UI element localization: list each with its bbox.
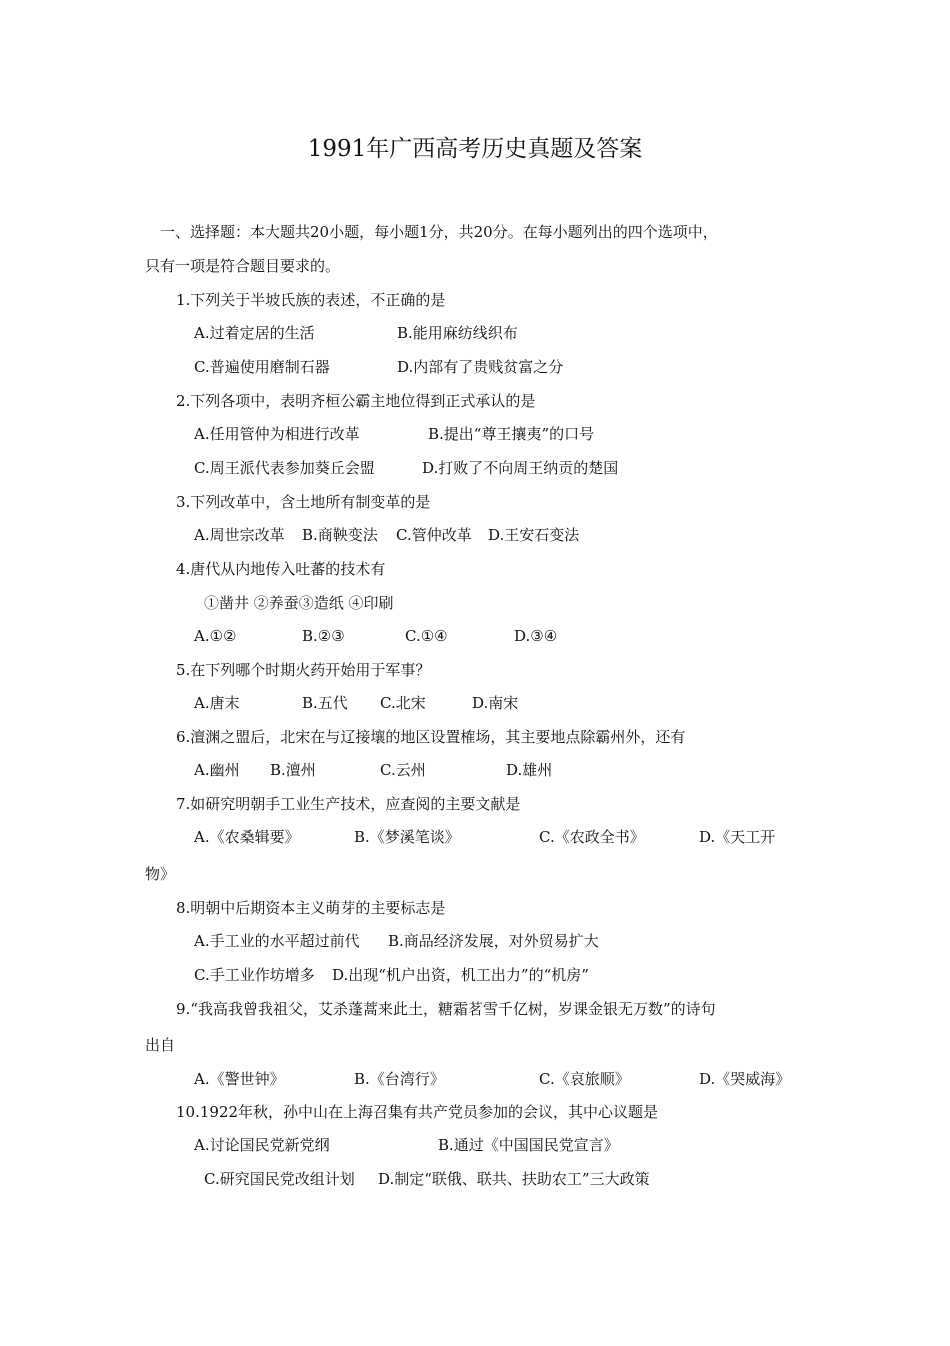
- option: C.周王派代表参加葵丘会盟: [194, 459, 375, 477]
- option: B.《梦溪笔谈》: [354, 828, 460, 846]
- option: A.《警世钟》: [194, 1070, 285, 1088]
- question-items: ①凿井 ②养蚕③造纸 ④印刷: [204, 594, 394, 612]
- option: D.南宋: [472, 694, 519, 712]
- option: B.②③: [302, 627, 345, 645]
- page-title: 1991年广西高考历史真题及答案: [307, 136, 643, 162]
- question-stem: 2.下列各项中，表明齐桓公霸主地位得到正式承认的是: [176, 392, 536, 410]
- option: A.唐末: [194, 694, 240, 712]
- option: B.商品经济发展，对外贸易扩大: [388, 932, 599, 950]
- question-stem: 10.1922年秋，孙中山在上海召集有共产党员参加的会议，其中心议题是: [176, 1103, 659, 1121]
- question-stem: 4.唐代从内地传入吐蕃的技术有: [176, 560, 386, 578]
- option: C.北宋: [380, 694, 426, 712]
- option: B.《台湾行》: [354, 1070, 445, 1088]
- option: D.打败了不向周王纳贡的楚国: [422, 459, 619, 477]
- option: D.内部有了贵贱贫富之分: [397, 358, 564, 376]
- option: A.过着定居的生活: [194, 324, 315, 342]
- section-heading-cont: 只有一项是符合题目要求的。: [145, 257, 341, 275]
- question-stem-cont: 出自: [145, 1036, 176, 1054]
- option: A.周世宗改革: [194, 526, 285, 544]
- option: D.《哭威海》: [699, 1070, 791, 1088]
- option: C.研究国民党改组计划: [204, 1170, 355, 1188]
- option: D.制定“联俄、联共、扶助农工”三大政策: [378, 1170, 650, 1188]
- option: A.任用管仲为相进行改革: [194, 425, 360, 443]
- option: C.普遍使用磨制石器: [194, 358, 330, 376]
- option: C.手工业作坊增多: [194, 966, 315, 984]
- option: C.《农政全书》: [539, 828, 645, 846]
- option: D.雄州: [506, 761, 553, 779]
- option: C.《哀旅顺》: [539, 1070, 630, 1088]
- option: C.云州: [380, 761, 426, 779]
- option: D.王安石变法: [488, 526, 580, 544]
- question-stem: 9.“我高我曾我祖父，艾杀蓬蒿来此土，糖霜茗雪千亿树，岁课金银无万数”的诗句: [176, 1000, 716, 1018]
- option: A.幽州: [194, 761, 240, 779]
- question-stem: 8.明朝中后期资本主义萌芽的主要标志是: [176, 899, 446, 917]
- option: B.能用麻纺线织布: [397, 324, 518, 342]
- option: B.商鞅变法: [302, 526, 378, 544]
- option: A.讨论国民党新党纲: [194, 1136, 330, 1154]
- question-stem: 1.下列关于半坡氏族的表述，不正确的是: [176, 291, 446, 309]
- option: A.《农桑辑要》: [194, 828, 300, 846]
- option-cont: 物》: [145, 865, 176, 883]
- question-stem: 5.在下列哪个时期火药开始用于军事？: [176, 661, 431, 679]
- option: C.①④: [405, 627, 448, 645]
- question-stem: 3.下列改革中，含土地所有制变革的是: [176, 493, 431, 511]
- section-heading: 一、选择题：本大题共20小题，每小题1分，共20分。在每小题列出的四个选项中，: [160, 223, 718, 241]
- option: A.手工业的水平超过前代: [194, 932, 360, 950]
- option: D.出现“机户出资，机工出力”的“机房”: [332, 966, 589, 984]
- question-stem: 7.如研究明朝手工业生产技术，应查阅的主要文献是: [176, 795, 521, 813]
- option: A.①②: [194, 627, 237, 645]
- option: C.管仲改革: [396, 526, 472, 544]
- option: D.《天工开: [699, 828, 776, 846]
- option: B.通过《中国国民党宣言》: [438, 1136, 619, 1154]
- option: B.澶州: [270, 761, 316, 779]
- option: D.③④: [514, 627, 558, 645]
- option: B.五代: [302, 694, 348, 712]
- question-stem: 6.澶渊之盟后，北宋在与辽接壤的地区设置榷场，其主要地点除霸州外，还有: [176, 728, 686, 746]
- option: B.提出“尊王攘夷”的口号: [428, 425, 595, 443]
